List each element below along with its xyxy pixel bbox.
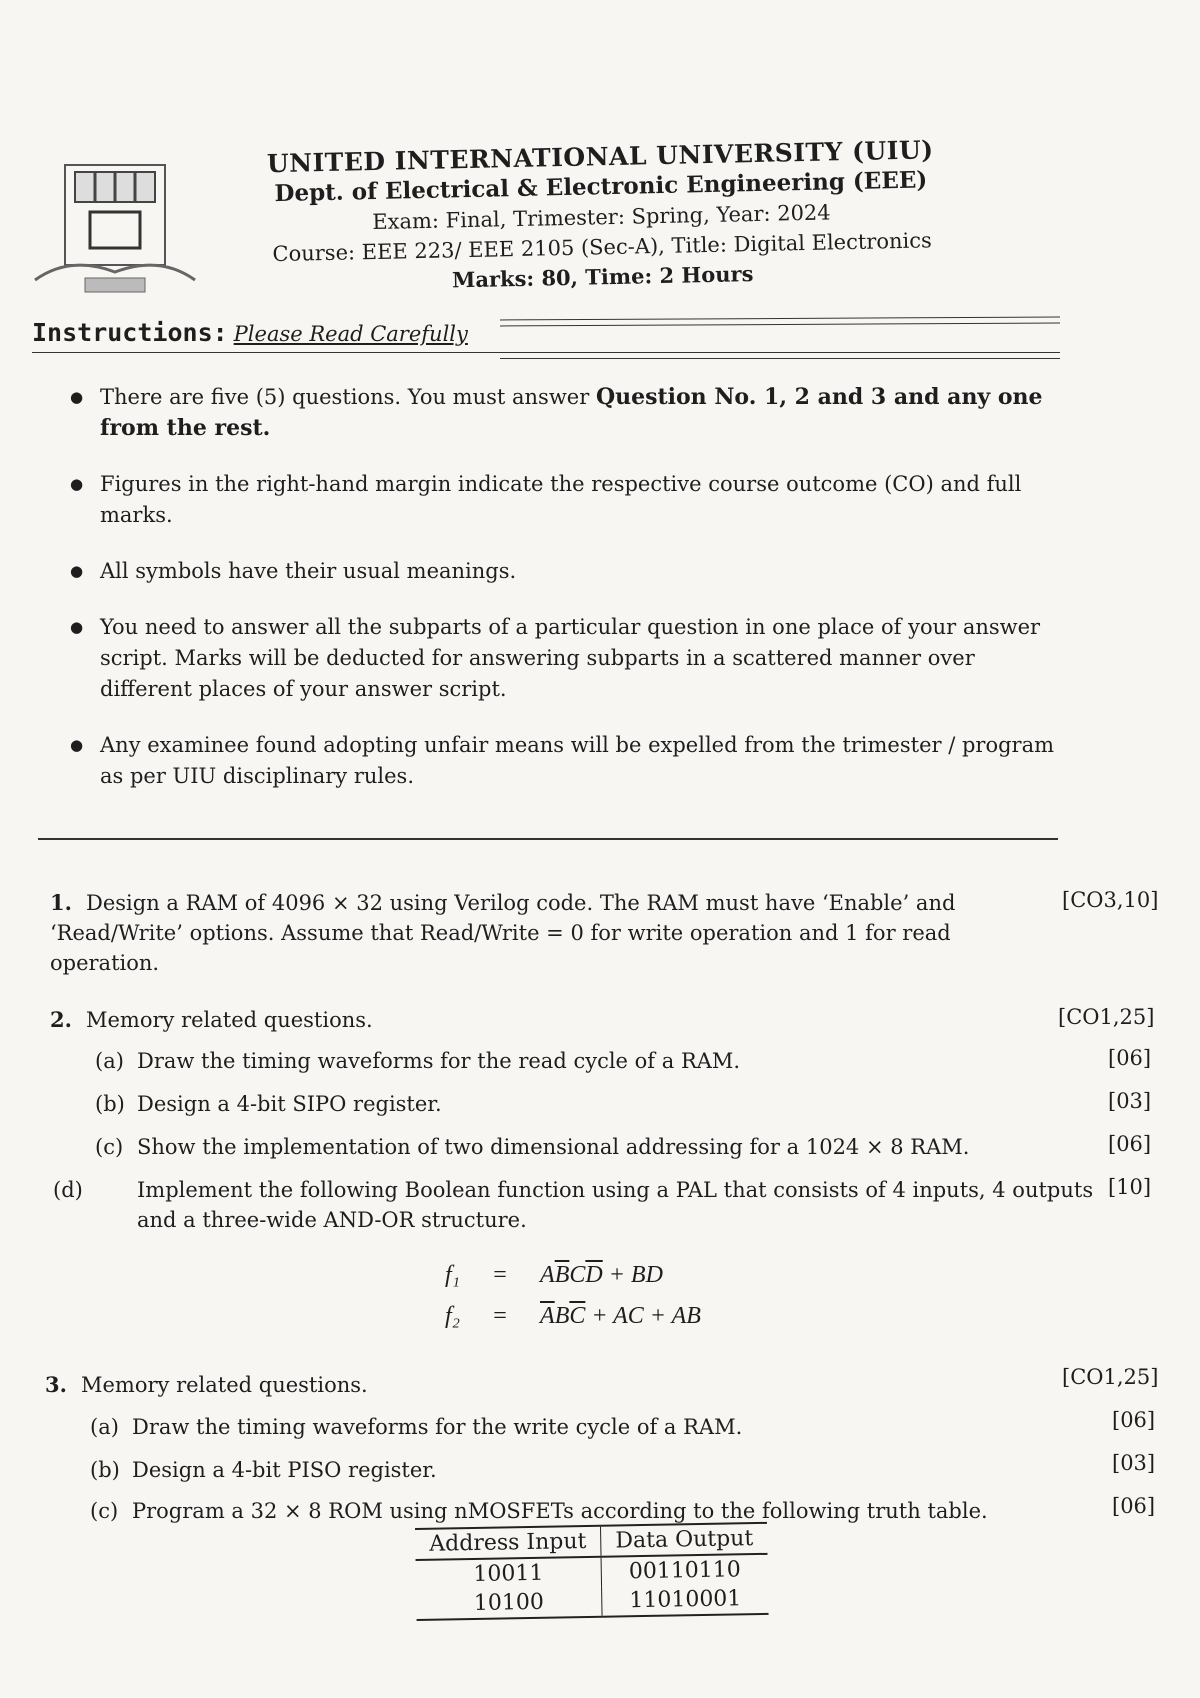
question-3 [45,1370,368,1400]
question-3-number: 3. [45,1372,67,1397]
equation-f1-rhs: $A\overline{B}C\overline{D}$ + BD [540,1262,663,1288]
instruction-item: ● All symbols have their usual meanings. [70,556,1060,587]
equation-f2-rhs: $\overline{A}B\overline{C}$ + AC + AB [540,1303,701,1329]
instructions-title [32,318,468,347]
instructions-label: Instructions: [32,318,228,347]
question-2a: (a) Draw the timing waveforms for the read cycle of a RAM. [95,1049,741,1073]
question-3-text: Memory related questions. [81,1373,368,1397]
question-3b: (b) Design a 4-bit PISO register. [90,1458,437,1482]
question-2b-marks: [03] [1108,1089,1152,1113]
instruction-item: ● Figures in the right-hand margin indicate the respective course outcome (CO) and full marks. [70,469,1060,531]
header-rule-4 [500,358,1060,359]
instructions-subtitle: Please Read Carefully [233,322,468,346]
table-cell: 10011 [473,1560,544,1587]
question-2-number: 2. [50,1007,72,1032]
header-rule-2 [500,323,1060,327]
university-name: UNITED INTERNATIONAL UNIVERSITY (UIU) [266,135,934,179]
question-3b-marks: [03] [1112,1451,1156,1475]
question-2d-marks: [10] [1108,1175,1152,1199]
section-divider [38,838,1058,840]
question-3c: (c) Program a 32 × 8 ROM using nMOSFETs according to the following truth table. [90,1499,988,1523]
question-3a: (a) Draw the timing waveforms for the write cycle of a RAM. [90,1415,743,1439]
instructions-list [70,382,1060,817]
question-2d: (d) Implement the following Boolean function using a PAL that consists of 4 inputs, 4 outputs and a three-wide AND-OR structure. [53,1178,1094,1232]
table-row [416,1584,768,1620]
question-2-marks: [CO1,25] [1058,1005,1155,1029]
truth-table [415,1522,769,1621]
header-rule-1 [500,317,1060,321]
table-cell: 00110110 [601,1554,768,1587]
instruction-item: ● There are five (5) questions. You must answer Question No. 1, 2 and 3 and any one from the rest. [70,382,1060,444]
question-2c-marks: [06] [1108,1132,1152,1156]
equation-f1: $f_1 = A\overline{B}C\overline{D}$ + BD [445,1262,663,1288]
question-2b: (b) Design a 4-bit SIPO register. [95,1092,442,1116]
question-2-text: Memory related questions. [86,1008,373,1032]
exam-info: Exam: Final, Trimester: Spring, Year: 2024 [372,200,831,235]
question-1-number: 1. [50,890,72,915]
course-info: Course: EEE 223/ EEE 2105 (Sec-A), Title: Digital Electronics [272,228,932,267]
question-2 [50,1005,373,1035]
instruction-item: ● You need to answer all the subparts of a particular question in one place of your answer script. Marks will be deducted for answering subparts in a scattered manner over different places of your answer script. [70,612,1060,705]
question-1-text: Design a RAM of 4096 × 32 using Verilog code. The RAM must have ‘Enable’ and ‘Read/Write’ options. Assume that Read/Write = 0 for write operation and 1 for read operation. [50,891,956,975]
marks-time: Marks: 80, Time: 2 Hours [451,261,754,293]
question-2c: (c) Show the implementation of two dimensional addressing for a 1024 × 8 RAM. [95,1135,970,1159]
instruction-item: ● Any examinee found adopting unfair means will be expelled from the trimester / program as per UIU disciplinary rules. [70,730,1060,792]
question-3-marks: [CO1,25] [1062,1365,1159,1389]
question-1-marks: [CO3,10] [1062,888,1159,912]
department-name: Dept. of Electrical & Electronic Engineering (EEE) [274,166,928,208]
table-cell: 10100 [416,1587,602,1620]
column-header: Data Output [601,1523,768,1557]
question-3c-marks: [06] [1112,1494,1156,1518]
column-header: Address Input [415,1526,601,1560]
question-1 [50,888,1050,978]
table-cell: 11010001 [602,1584,769,1617]
header-rule-3 [32,352,1060,353]
exam-header [230,135,973,300]
question-3a-marks: [06] [1112,1408,1156,1432]
question-2a-marks: [06] [1108,1046,1152,1070]
university-logo [30,160,200,305]
equation-f2: $f_2 = \overline{A}B\overline{C}$ + AC + AB [445,1303,701,1329]
